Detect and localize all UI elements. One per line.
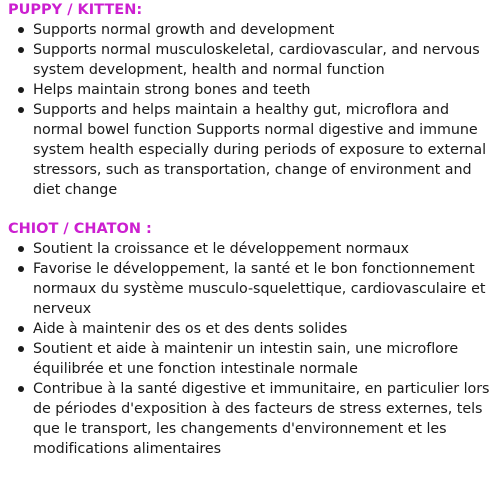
list-item-text: Aide à maintenir des os et des dents solides — [33, 321, 348, 337]
list-item-text: Supports normal musculoskeletal, cardiovascular, and nervous system development, health and normal function — [33, 42, 480, 78]
list-item — [8, 239, 494, 259]
bullet-icon — [18, 266, 24, 272]
list-item — [8, 339, 494, 379]
list-item-text: Soutient la croissance et le développement normaux — [33, 241, 409, 257]
list-item-text: Supports and helps maintain a healthy gut, microflora and normal bowel function Supports normal digestive and immune system health especially during periods of exposure to external stressors, such as transportation, change of environment and diet change — [33, 102, 487, 198]
bullet-icon — [18, 87, 24, 93]
list-item — [8, 100, 494, 200]
list-item-text: Favorise le développement, la santé et le bon fonctionnement normaux du système musculo-squelettique, cardiovasculaire et nerveux — [33, 261, 486, 317]
benefits-list-english — [8, 20, 494, 200]
benefits-list-french — [8, 239, 494, 459]
bullet-icon — [18, 326, 24, 332]
bullet-icon — [18, 27, 24, 33]
list-item — [8, 40, 494, 80]
english-section — [8, 0, 494, 200]
bullet-icon — [18, 386, 24, 392]
bullet-icon — [18, 246, 24, 252]
list-item — [8, 80, 494, 100]
french-section — [8, 219, 494, 459]
list-item-text: Contribue à la santé digestive et immunitaire, en particulier lors de périodes d'exposition à des facteurs de stress externes, tels que le transport, les changements d'environnement et les modifications alimentaires — [33, 381, 490, 457]
list-item — [8, 319, 494, 339]
section-heading-english: PUPPY / KITTEN: — [8, 2, 143, 18]
section-heading-french: CHIOT / CHATON : — [8, 221, 152, 237]
list-item-text: Helps maintain strong bones and teeth — [33, 82, 311, 98]
list-item — [8, 379, 494, 459]
list-item-text: Soutient et aide à maintenir un intestin sain, une microflore équilibrée et une fonction intestinale normale — [33, 341, 459, 377]
list-item — [8, 20, 494, 40]
bullet-icon — [18, 107, 24, 113]
list-item-text: Supports normal growth and development — [33, 22, 335, 38]
bullet-icon — [18, 47, 24, 53]
bullet-icon — [18, 346, 24, 352]
list-item — [8, 259, 494, 319]
